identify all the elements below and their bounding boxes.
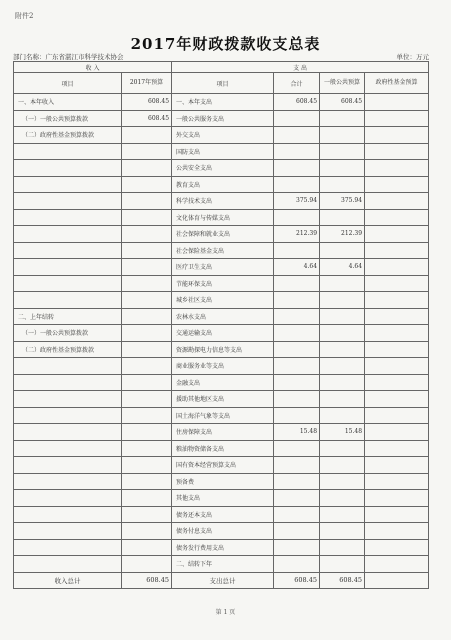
expense-general-cell: 212.39 bbox=[320, 226, 365, 243]
income-value-cell bbox=[122, 308, 172, 325]
expense-total-cell bbox=[274, 292, 320, 309]
table-row bbox=[14, 523, 429, 540]
expense-fund-cell bbox=[365, 259, 429, 276]
expense-total-cell bbox=[274, 506, 320, 523]
expense-total-cell bbox=[274, 143, 320, 160]
expense-fund-cell bbox=[365, 490, 429, 507]
income-value-cell bbox=[122, 539, 172, 556]
expense-fund-cell bbox=[365, 457, 429, 474]
expense-total-cell bbox=[274, 242, 320, 259]
income-value-cell bbox=[122, 176, 172, 193]
expense-item-cell: 一、本年支出 bbox=[172, 94, 274, 111]
expense-item-cell: 债务发行费用支出 bbox=[172, 539, 274, 556]
table-row bbox=[14, 242, 429, 259]
income-value-cell bbox=[122, 242, 172, 259]
expense-general-cell bbox=[320, 490, 365, 507]
income-item-cell bbox=[14, 374, 122, 391]
income-value-cell bbox=[122, 325, 172, 342]
expense-total-label: 支出总计 bbox=[172, 572, 274, 589]
income-item-cell: （二）政府性基金预算拨款 bbox=[14, 341, 122, 358]
expense-total-cell: 375.94 bbox=[274, 193, 320, 210]
expense-fund-cell bbox=[365, 176, 429, 193]
expense-total-cell bbox=[274, 176, 320, 193]
expense-total-cell bbox=[274, 110, 320, 127]
department-name: 部门名称：广东省湛江市科学技术协会 bbox=[13, 53, 124, 61]
table-row bbox=[14, 160, 429, 177]
attachment-label: 附件2 bbox=[15, 12, 34, 20]
income-value-cell bbox=[122, 424, 172, 441]
expense-total-cell bbox=[274, 490, 320, 507]
page-number: 第 1 页 bbox=[215, 609, 236, 616]
expense-general-header: 一般公共预算 bbox=[320, 73, 365, 94]
expense-item-cell: 商业服务业等支出 bbox=[172, 358, 274, 375]
income-item-cell bbox=[14, 193, 122, 210]
page-title: 2017年财政拨款收支总表 bbox=[130, 35, 321, 53]
expense-general-cell bbox=[320, 110, 365, 127]
expense-fund-cell bbox=[365, 424, 429, 441]
expense-item-cell: 医疗卫生支出 bbox=[172, 259, 274, 276]
table-row bbox=[14, 539, 429, 556]
income-value-cell bbox=[122, 143, 172, 160]
expense-item-cell: 资源勘探电力信息等支出 bbox=[172, 341, 274, 358]
expense-item-cell: 国防支出 bbox=[172, 143, 274, 160]
expense-fund-cell bbox=[365, 226, 429, 243]
expense-general-cell bbox=[320, 308, 365, 325]
expense-general-cell bbox=[320, 242, 365, 259]
table-row bbox=[14, 407, 429, 424]
expense-item-cell: 金融支出 bbox=[172, 374, 274, 391]
expense-item-cell: 国土海洋气象等支出 bbox=[172, 407, 274, 424]
budget-table bbox=[13, 61, 429, 589]
expense-fund-cell bbox=[365, 341, 429, 358]
expense-item-cell: 公共安全支出 bbox=[172, 160, 274, 177]
expense-fund-cell bbox=[365, 193, 429, 210]
income-total-label: 收入总计 bbox=[14, 572, 122, 589]
expense-item-cell: 农林水支出 bbox=[172, 308, 274, 325]
income-value-cell bbox=[122, 292, 172, 309]
income-item-cell bbox=[14, 506, 122, 523]
expense-general-cell: 375.94 bbox=[320, 193, 365, 210]
income-item-cell bbox=[14, 523, 122, 540]
expense-item-cell: 其他支出 bbox=[172, 490, 274, 507]
expense-fund-cell bbox=[365, 556, 429, 573]
expense-fund-cell bbox=[365, 325, 429, 342]
expense-item-cell: 文化体育与传媒支出 bbox=[172, 209, 274, 226]
table-body bbox=[14, 94, 429, 573]
expense-general-cell bbox=[320, 506, 365, 523]
expense-general-cell bbox=[320, 275, 365, 292]
expense-fund-cell bbox=[365, 160, 429, 177]
expense-fund-cell bbox=[365, 143, 429, 160]
income-value-cell bbox=[122, 259, 172, 276]
expense-item-cell: 援助其他地区支出 bbox=[172, 391, 274, 408]
income-item-cell bbox=[14, 292, 122, 309]
expense-item-cell: 节能环保支出 bbox=[172, 275, 274, 292]
income-item-cell bbox=[14, 556, 122, 573]
expense-fund-cell bbox=[365, 473, 429, 490]
expense-general-cell bbox=[320, 440, 365, 457]
expense-total-cell bbox=[274, 556, 320, 573]
income-value-cell bbox=[122, 440, 172, 457]
table-row bbox=[14, 358, 429, 375]
expense-general-cell: 608.45 bbox=[320, 94, 365, 111]
expense-fund-cell bbox=[365, 539, 429, 556]
income-item-cell bbox=[14, 457, 122, 474]
expense-general-cell bbox=[320, 292, 365, 309]
expense-total-cell bbox=[274, 275, 320, 292]
table-row bbox=[14, 556, 429, 573]
income-item-cell bbox=[14, 358, 122, 375]
income-value-cell bbox=[122, 374, 172, 391]
expense-total-cell: 15.48 bbox=[274, 424, 320, 441]
income-item-cell: （二）政府性基金预算拨款 bbox=[14, 127, 122, 144]
expense-item-cell: 一般公共服务支出 bbox=[172, 110, 274, 127]
expense-item-cell: 住房保障支出 bbox=[172, 424, 274, 441]
expense-total-cell bbox=[274, 457, 320, 474]
expense-general-cell bbox=[320, 407, 365, 424]
income-value-cell bbox=[122, 506, 172, 523]
expense-item-cell: 债务付息支出 bbox=[172, 523, 274, 540]
income-value-cell bbox=[122, 127, 172, 144]
expense-group-header: 支 出 bbox=[172, 62, 429, 73]
expense-total-cell: 212.39 bbox=[274, 226, 320, 243]
expense-fund-cell bbox=[365, 275, 429, 292]
income-value-cell bbox=[122, 473, 172, 490]
expense-item-cell: 社会保险基金支出 bbox=[172, 242, 274, 259]
income-item-cell bbox=[14, 275, 122, 292]
income-budget-header: 2017年预算 bbox=[122, 73, 172, 94]
table-row bbox=[14, 506, 429, 523]
expense-total-cell bbox=[274, 523, 320, 540]
expense-fund-cell bbox=[365, 440, 429, 457]
table-row bbox=[14, 341, 429, 358]
expense-fund-cell bbox=[365, 110, 429, 127]
table-row bbox=[14, 424, 429, 441]
table-row bbox=[14, 440, 429, 457]
income-value-cell bbox=[122, 457, 172, 474]
income-item-cell bbox=[14, 209, 122, 226]
expense-general-cell bbox=[320, 143, 365, 160]
income-item-cell: （一）一般公共预算拨款 bbox=[14, 325, 122, 342]
income-item-cell: 二、上年结转 bbox=[14, 308, 122, 325]
table-row bbox=[14, 193, 429, 210]
income-item-cell bbox=[14, 407, 122, 424]
income-item-cell bbox=[14, 143, 122, 160]
expense-general-cell bbox=[320, 127, 365, 144]
table-row bbox=[14, 473, 429, 490]
income-value-cell bbox=[122, 341, 172, 358]
expense-item-cell: 交通运输支出 bbox=[172, 325, 274, 342]
expense-general-cell bbox=[320, 374, 365, 391]
income-value-cell bbox=[122, 226, 172, 243]
income-value-cell bbox=[122, 358, 172, 375]
expense-fund-cell bbox=[365, 308, 429, 325]
expense-fund-cell bbox=[365, 523, 429, 540]
income-item-cell bbox=[14, 391, 122, 408]
expense-total-cell bbox=[274, 407, 320, 424]
income-item-cell bbox=[14, 226, 122, 243]
income-total-value: 608.45 bbox=[122, 572, 172, 589]
expense-item-cell: 城乡社区支出 bbox=[172, 292, 274, 309]
expense-fund-cell bbox=[365, 374, 429, 391]
expense-fund-header: 政府性基金预算 bbox=[365, 73, 429, 94]
income-item-cell bbox=[14, 424, 122, 441]
expense-general-cell bbox=[320, 209, 365, 226]
expense-total-cell: 608.45 bbox=[274, 94, 320, 111]
expense-total-cell bbox=[274, 391, 320, 408]
expense-general-cell: 15.48 bbox=[320, 424, 365, 441]
expense-fund-cell bbox=[365, 506, 429, 523]
table-row bbox=[14, 94, 429, 111]
table-row bbox=[14, 374, 429, 391]
expense-general-cell bbox=[320, 176, 365, 193]
income-value-cell: 608.45 bbox=[122, 110, 172, 127]
expense-total-cell bbox=[274, 473, 320, 490]
expense-item-cell: 国有资本经营预算支出 bbox=[172, 457, 274, 474]
table-row bbox=[14, 176, 429, 193]
expense-general-cell bbox=[320, 325, 365, 342]
income-item-cell bbox=[14, 160, 122, 177]
income-value-cell bbox=[122, 407, 172, 424]
table-row bbox=[14, 209, 429, 226]
income-item-cell bbox=[14, 539, 122, 556]
table-row bbox=[14, 143, 429, 160]
expense-general-total: 608.45 bbox=[320, 572, 365, 589]
expense-general-cell bbox=[320, 473, 365, 490]
expense-item-cell: 预备费 bbox=[172, 473, 274, 490]
expense-general-cell bbox=[320, 358, 365, 375]
expense-general-cell: 4.64 bbox=[320, 259, 365, 276]
expense-total-cell bbox=[274, 325, 320, 342]
expense-item-cell: 社会保障和就业支出 bbox=[172, 226, 274, 243]
table-row bbox=[14, 259, 429, 276]
expense-item-cell: 债务还本支出 bbox=[172, 506, 274, 523]
expense-item-cell: 粮油物资储备支出 bbox=[172, 440, 274, 457]
expense-general-cell bbox=[320, 556, 365, 573]
expense-total-cell bbox=[274, 539, 320, 556]
expense-total-header: 合计 bbox=[274, 73, 320, 94]
expense-fund-total bbox=[365, 572, 429, 589]
expense-general-cell bbox=[320, 457, 365, 474]
income-item-cell bbox=[14, 490, 122, 507]
income-group-header: 收 入 bbox=[14, 62, 172, 73]
income-item-cell bbox=[14, 259, 122, 276]
expense-fund-cell bbox=[365, 358, 429, 375]
expense-fund-cell bbox=[365, 127, 429, 144]
expense-general-cell bbox=[320, 160, 365, 177]
expense-item-header: 项目 bbox=[172, 73, 274, 94]
expense-item-cell: 教育支出 bbox=[172, 176, 274, 193]
table-row bbox=[14, 275, 429, 292]
expense-total-cell bbox=[274, 160, 320, 177]
expense-total-cell bbox=[274, 374, 320, 391]
expense-item-cell: 二、结转下年 bbox=[172, 556, 274, 573]
income-value-cell bbox=[122, 193, 172, 210]
table-row bbox=[14, 325, 429, 342]
expense-fund-cell bbox=[365, 407, 429, 424]
expense-item-cell: 科学技术支出 bbox=[172, 193, 274, 210]
table-row bbox=[14, 127, 429, 144]
expense-fund-cell bbox=[365, 242, 429, 259]
expense-fund-cell bbox=[365, 391, 429, 408]
income-item-cell bbox=[14, 440, 122, 457]
expense-total-cell bbox=[274, 127, 320, 144]
expense-general-cell bbox=[320, 539, 365, 556]
income-item-cell: （一）一般公共预算拨款 bbox=[14, 110, 122, 127]
expense-general-cell bbox=[320, 341, 365, 358]
expense-fund-cell bbox=[365, 209, 429, 226]
totals-row bbox=[14, 572, 429, 589]
income-value-cell bbox=[122, 391, 172, 408]
income-value-cell bbox=[122, 523, 172, 540]
table-row bbox=[14, 391, 429, 408]
expense-general-cell bbox=[320, 523, 365, 540]
expense-total-cell: 4.64 bbox=[274, 259, 320, 276]
expense-total-cell bbox=[274, 358, 320, 375]
table-row bbox=[14, 490, 429, 507]
income-item-cell: 一、本年收入 bbox=[14, 94, 122, 111]
expense-fund-cell bbox=[365, 94, 429, 111]
income-value-cell bbox=[122, 209, 172, 226]
income-item-cell bbox=[14, 473, 122, 490]
income-value-cell: 608.45 bbox=[122, 94, 172, 111]
income-value-cell bbox=[122, 556, 172, 573]
expense-total-value: 608.45 bbox=[274, 572, 320, 589]
table-row bbox=[14, 457, 429, 474]
expense-item-cell: 外交支出 bbox=[172, 127, 274, 144]
expense-general-cell bbox=[320, 391, 365, 408]
unit-label: 单位：万元 bbox=[396, 53, 429, 61]
income-item-cell bbox=[14, 242, 122, 259]
income-item-header: 项目 bbox=[14, 73, 122, 94]
expense-total-cell bbox=[274, 209, 320, 226]
expense-fund-cell bbox=[365, 292, 429, 309]
income-value-cell bbox=[122, 490, 172, 507]
income-value-cell bbox=[122, 160, 172, 177]
table-row bbox=[14, 110, 429, 127]
expense-total-cell bbox=[274, 341, 320, 358]
table-row bbox=[14, 226, 429, 243]
income-item-cell bbox=[14, 176, 122, 193]
table-row bbox=[14, 292, 429, 309]
expense-total-cell bbox=[274, 308, 320, 325]
income-value-cell bbox=[122, 275, 172, 292]
expense-total-cell bbox=[274, 440, 320, 457]
table-row bbox=[14, 308, 429, 325]
